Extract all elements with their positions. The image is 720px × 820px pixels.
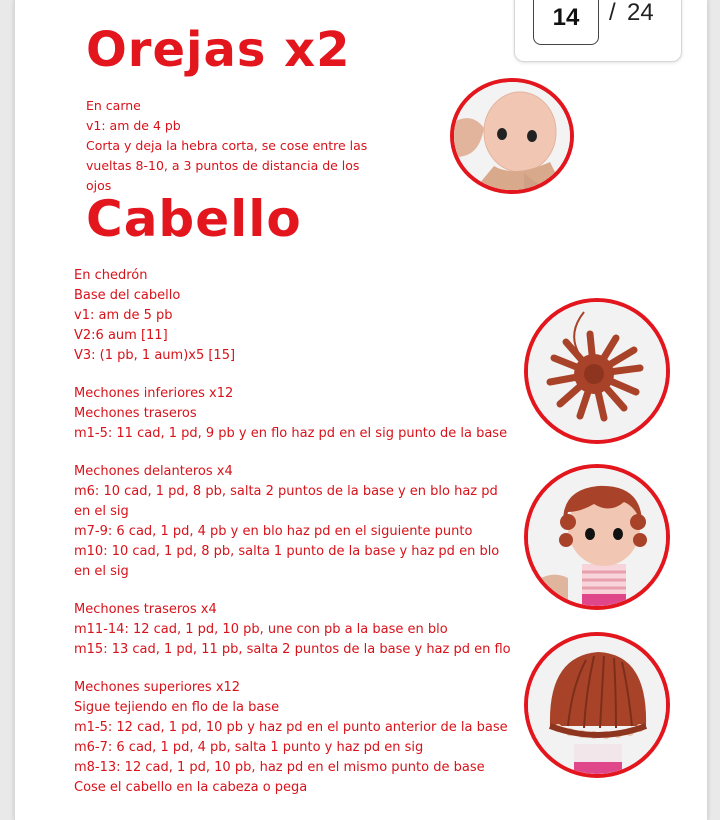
ears-line: Corta y deja la hebra corta, se cose entre las vueltas 8-10, a 3 puntos de distancia de los ojos [86, 138, 368, 193]
front-strands-photo [524, 464, 670, 610]
front-strands-line: Mechones delanteros x4 [74, 464, 233, 479]
spacer [74, 660, 511, 678]
page-indicator [514, 0, 682, 62]
hair-base-line: V3: (1 pb, 1 aum)x5 [15] [74, 348, 236, 363]
total-pages: 24 [627, 0, 654, 26]
hair-base-line: En chedrón [74, 268, 148, 283]
ear-photo [450, 78, 574, 194]
spacer [74, 582, 511, 600]
front-strands-line: en el sig [74, 504, 129, 519]
ears-title: Orejas x2 [86, 22, 351, 78]
hair-base-line: Base del cabello [74, 288, 181, 303]
hair-instructions [74, 266, 511, 798]
back-strands-line: Mechones traseros x4 [74, 602, 217, 617]
lower-strands-line: Mechones traseros [74, 406, 197, 421]
upper-strands-line: Mechones superiores x12 [74, 680, 241, 695]
hair-title: Cabello [86, 190, 302, 248]
ears-instructions [86, 96, 386, 196]
page-separator: / [609, 0, 616, 26]
upper-strands-line: Sigue tejiendo en flo de la base [74, 700, 280, 715]
front-strands-line: m7-9: 6 cad, 1 pd, 4 pb y en blo haz pd en el siguiente punto [74, 524, 473, 539]
back-strands-line: m15: 13 cad, 1 pd, 11 pb, salta 2 puntos de la base y haz pd en flo [74, 642, 511, 657]
ears-line: v1: am de 4 pb [86, 118, 181, 133]
upper-strands-line: m6-7: 6 cad, 1 pd, 4 pb, salta 1 punto y haz pd en sig [74, 740, 424, 755]
spacer [74, 366, 511, 384]
spacer [74, 444, 511, 462]
upper-strands-photo [524, 632, 670, 778]
front-strands-line: en el sig [74, 564, 129, 579]
front-strands-line: m10: 10 cad, 1 pd, 8 pb, salta 1 punto de la base y haz pd en blo [74, 544, 500, 559]
hair-base-line: V2:6 aum [11] [74, 328, 168, 343]
hair-base-photo [524, 298, 670, 444]
upper-strands-line: Cose el cabello en la cabeza o pega [74, 780, 308, 795]
upper-strands-line: m8-13: 12 cad, 1 pd, 10 pb, haz pd en el mismo punto de base [74, 760, 485, 775]
current-page-input[interactable]: 14 [533, 0, 599, 45]
ears-line: En carne [86, 98, 141, 113]
lower-strands-line: Mechones inferiores x12 [74, 386, 234, 401]
front-strands-line: m6: 10 cad, 1 pd, 8 pb, salta 2 puntos de la base y en blo haz pd [74, 484, 498, 499]
hair-base-line: v1: am de 5 pb [74, 308, 173, 323]
back-strands-line: m11-14: 12 cad, 1 pd, 10 pb, une con pb a la base en blo [74, 622, 448, 637]
upper-strands-line: m1-5: 12 cad, 1 pd, 10 pb y haz pd en el punto anterior de la base [74, 720, 508, 735]
lower-strands-line: m1-5: 11 cad, 1 pd, 9 pb y en flo haz pd en el sig punto de la base [74, 426, 508, 441]
